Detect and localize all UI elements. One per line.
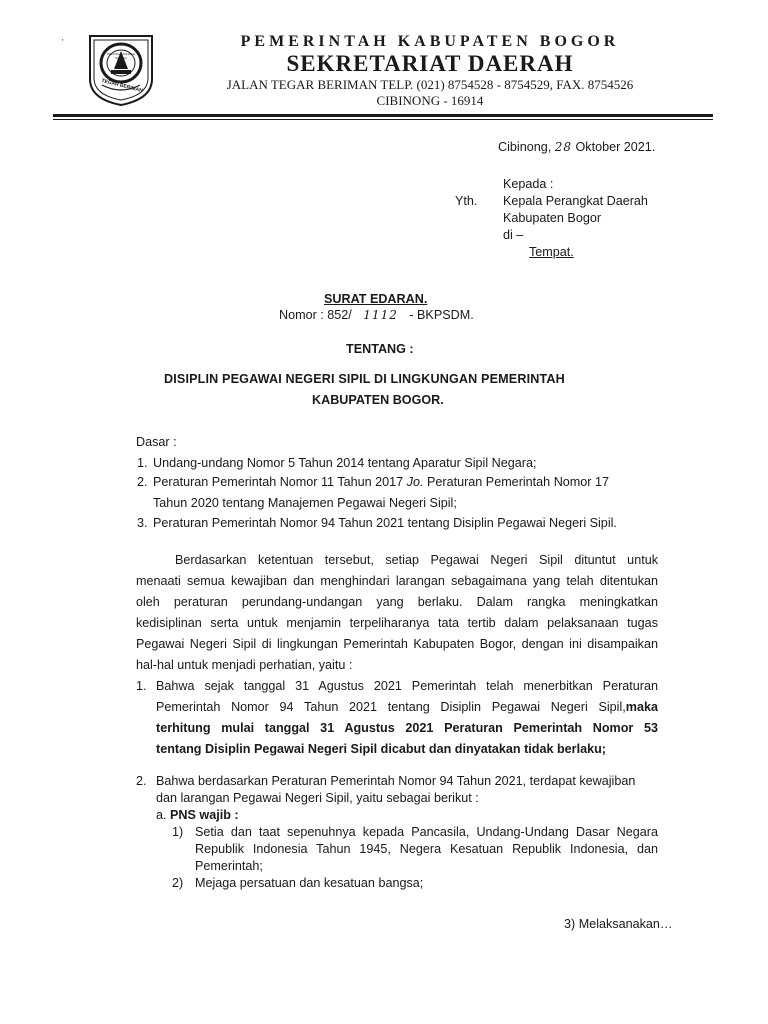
continuation-marker: 3) Melaksanakan… <box>564 917 673 931</box>
circular-number <box>279 306 474 325</box>
number-suffix: - BKPSDM. <box>409 308 474 322</box>
point-2-line-2: dan larangan Pegawai Negeri Sipil, yaitu sebagai berikut : <box>156 791 479 805</box>
dasar-label: Dasar : <box>136 435 177 449</box>
point-1-line-1: Bahwa sejak tanggal 31 Agustus 2021 Pemerintah telah menerbitkan Peraturan <box>156 679 658 693</box>
recipient-yth: Yth. <box>455 194 478 208</box>
intro-line-6: hal-hal untuk menjadi perhatian, yaitu : <box>136 658 353 672</box>
margin-mark: ' <box>62 38 64 47</box>
letterhead-rule-thick <box>53 114 713 117</box>
recipient-line-3: di – <box>503 228 524 242</box>
intro-line-1: Berdasarkan ketentuan tersebut, setiap Pegawai Negeri Sipil dituntut untuk <box>175 553 658 567</box>
point-1-num: 1. <box>136 679 147 693</box>
number-prefix: Nomor : 852/ <box>279 308 352 322</box>
regency-logo <box>86 33 156 107</box>
point-1-line-2-bold: maka <box>625 700 658 714</box>
point-2-num: 2. <box>136 774 147 788</box>
point-2-sub-a-title: PNS wajib : <box>170 808 239 822</box>
point-1-line-4: tentang Disiplin Pegawai Negeri Sipil dicabut dan dinyatakan tidak berlaku; <box>156 742 606 756</box>
logo-caption: TEGAR BERIMAN <box>100 77 144 95</box>
office-address: JALAN TEGAR BERIMAN TELP. (021) 8754528 - 8754529, FAX. 8754526 <box>226 77 634 92</box>
letter-date <box>498 138 655 157</box>
dasar-item-1-num: 1. <box>137 456 148 470</box>
dasar-item-1-text: Undang-undang Nomor 5 Tahun 2014 tentang Aparatur Sipil Negara; <box>153 456 537 470</box>
obligation-1-line-3: Pemerintah; <box>195 859 263 873</box>
dasar-item-2-jo: Jo. <box>406 475 424 489</box>
office-name: SEKRETARIAT DAERAH <box>286 51 574 76</box>
letterhead-rule-thin <box>53 119 713 120</box>
intro-line-2: menaati semua kewajiban dan menghindari larangan sebagaimana yang telah ditentukan <box>136 574 658 588</box>
obligation-1-line-1: Setia dan taat sepenuhnya kepada Pancasila, Undang-Undang Dasar Negara <box>195 825 658 839</box>
date-day-handwritten: 28 <box>554 140 572 154</box>
dasar-item-2-part-a: Peraturan Pemerintah Nomor 11 Tahun 2017 <box>153 475 407 489</box>
point-2-line-1: Bahwa berdasarkan Peraturan Pemerintah Nomor 94 Tahun 2021, terdapat kewajiban <box>156 774 636 788</box>
intro-line-3: oleh peraturan perundang-undangan yang berlaku. Dalam rangka meningkatkan <box>136 595 658 609</box>
regency-emblem-icon <box>86 33 156 107</box>
subject-line-2: KABUPATEN BOGOR. <box>312 393 444 407</box>
recipient-place: Tempat. <box>529 245 574 259</box>
point-1-line-2-normal: Pemerintah Nomor 94 Tahun 2021 tentang Disiplin Pegawai Negeri Sipil, <box>156 700 626 714</box>
date-month-year: Oktober 2021. <box>575 140 656 154</box>
dasar-item-3-text: Peraturan Pemerintah Nomor 94 Tahun 2021 tentang Disiplin Pegawai Negeri Sipil. <box>153 516 617 530</box>
obligation-1-line-2: Republik Indonesia Tahun 1945, Negera Kesatuan Republik Indonesia, dan <box>195 842 658 856</box>
obligation-1-num: 1) <box>172 825 184 839</box>
government-name: PEMERINTAH KABUPATEN BOGOR <box>240 33 620 50</box>
recipient-line-1: Kepala Perangkat Daerah <box>503 194 648 208</box>
recipient-line-2: Kabupaten Bogor <box>503 211 602 225</box>
date-city: Cibinong, <box>498 140 552 154</box>
point-1-line-2 <box>156 698 658 717</box>
dasar-item-2-part-b: Peraturan Pemerintah Nomor 17 <box>423 475 609 489</box>
circular-title: SURAT EDARAN. <box>324 292 428 306</box>
obligation-2-line-1: Mejaga persatuan dan kesatuan bangsa; <box>195 876 424 890</box>
number-handwritten: 1112 <box>363 308 398 322</box>
dasar-item-3-num: 3. <box>137 516 148 530</box>
office-city: CIBINONG - 16914 <box>376 93 484 108</box>
point-2-sub-a-label: a. <box>156 808 167 822</box>
point-1-line-3: terhitung mulai tanggal 31 Agustus 2021 Peraturan Pemerintah Nomor 53 <box>156 721 658 735</box>
intro-line-5: Pegawai Negeri Sipil di lingkungan Pemerintah Kabupaten Bogor, dengan ini disampaikan <box>136 637 658 651</box>
dasar-item-2-num: 2. <box>137 475 148 489</box>
subject-line-1: DISIPLIN PEGAWAI NEGERI SIPIL DI LINGKUNGAN PEMERINTAH <box>164 372 565 386</box>
about-label: TENTANG : <box>346 342 414 356</box>
dasar-item-2-text-cont: Tahun 2020 tentang Manajemen Pegawai Negeri Sipil; <box>153 496 457 510</box>
obligation-2-num: 2) <box>172 876 184 890</box>
dasar-item-2-text <box>153 473 609 492</box>
logo-top-text: PRAYOGA TOHAGA SAYAGA <box>107 52 135 60</box>
intro-line-4: kedisiplinan serta untuk menjamin terpeliharanya tata tertib dalam pelaksanaan tugas <box>136 616 658 630</box>
recipient-kepada: Kepada : <box>503 177 554 191</box>
